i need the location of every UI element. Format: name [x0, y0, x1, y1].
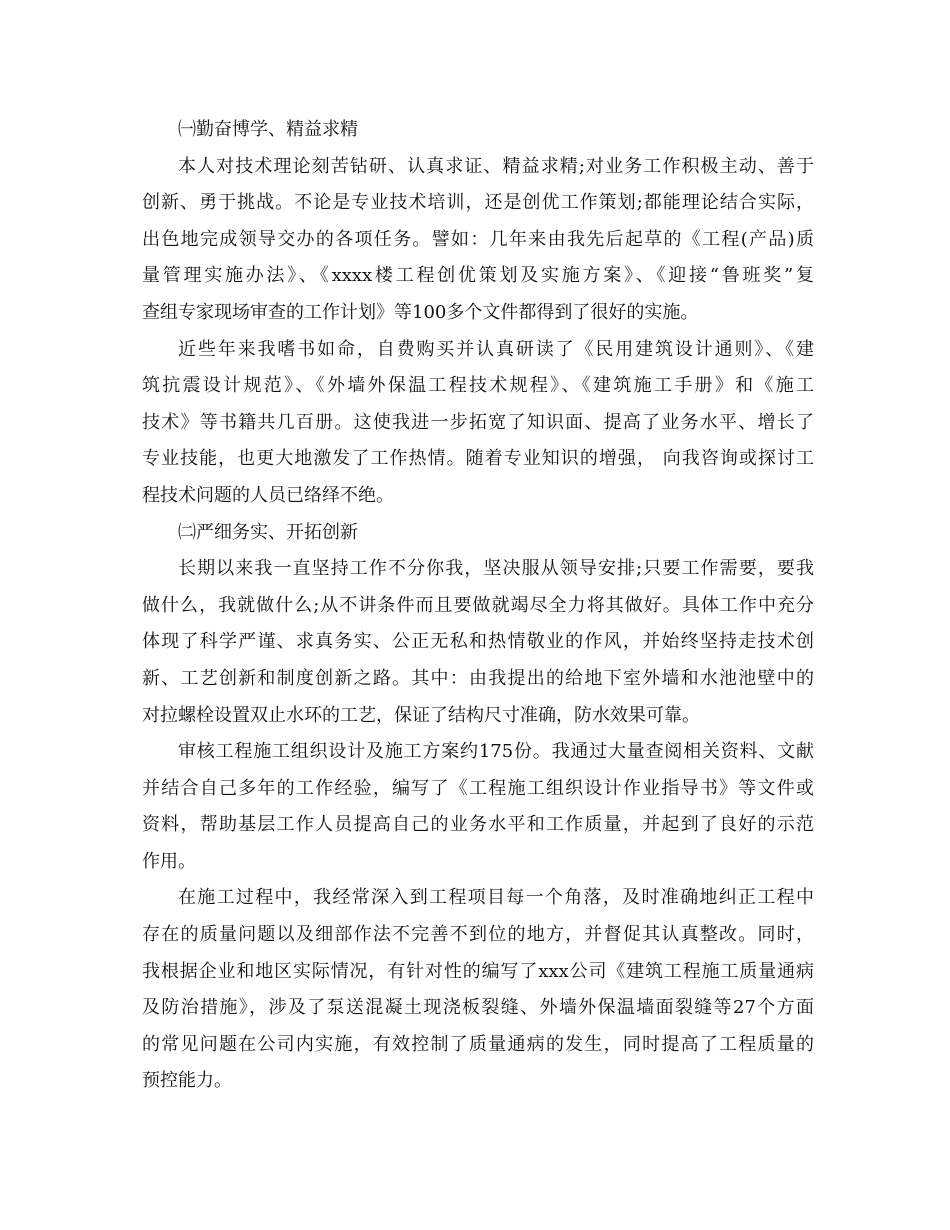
text-line: 查组专家现场审查的工作计划》等100多个文件都得到了很好的实施。	[142, 301, 699, 323]
paragraph-construction-review	[142, 734, 814, 880]
text-line: 作用。	[142, 850, 196, 872]
text-line: 程技术问题的人员已络绎不绝。	[142, 484, 394, 506]
text-line: 专业技能，也更大地激发了工作热情。随着专业知识的增强， 向我咨询或探讨工	[142, 448, 814, 470]
text-line: 的常见问题在公司内实施，有效控制了质量通病的发生，同时提高了工程质量的	[142, 1033, 814, 1055]
document-body	[142, 112, 814, 1100]
section-heading-2: ㈡严细务实、开拓创新	[178, 521, 358, 543]
text-line: 本人对技术理论刻苦钻研、认真求证、精益求精;对业务工作积极主动、善于	[178, 155, 814, 177]
paragraph-work-attitude	[142, 551, 814, 734]
text-line: 筑抗震设计规范》、《外墙外保温工程技术规程》、《建筑施工手册》和《施工	[142, 375, 814, 397]
text-line: 量管理实施办法》、《xxxx楼工程创优策划及实施方案》、《迎接“鲁班奖”复	[142, 265, 814, 287]
text-line: 审核工程施工组织设计及施工方案约175份。我通过大量查阅相关资料、文献	[178, 741, 814, 763]
text-line: 及防治措施》，涉及了泵送混凝土现浇板裂缝、外墙外保温墙面裂缝等27个方面	[142, 997, 814, 1019]
text-line: 预控能力。	[142, 1070, 232, 1092]
section-heading-1: ㈠勤奋博学、精益求精	[178, 119, 358, 140]
paragraph-quality-control	[142, 880, 814, 1100]
text-line: 长期以来我一直坚持工作不分你我，坚决服从领导安排;只要工作需要，要我	[178, 558, 814, 580]
text-line: 存在的质量问题以及细部作法不完善不到位的地方，并督促其认真整改。同时，	[142, 924, 814, 946]
text-line: 创新、勇于挑战。不论是专业技术培训，还是创优工作策划;都能理论结合实际，	[142, 192, 814, 214]
text-line: 我根据企业和地区实际情况，有针对性的编写了xxx公司《建筑工程施工质量通病	[142, 960, 814, 982]
text-line: 在施工过程中，我经常深入到工程项目每一个角落，及时准确地纠正工程中	[178, 887, 814, 909]
paragraph-technical-theory	[142, 149, 814, 332]
text-line: 技术》等书籍共几百册。这使我进一步拓宽了知识面、提高了业务水平、增长了	[142, 411, 814, 433]
text-line: 近些年来我嗜书如命，自费购买并认真研读了《民用建筑设计通则》、《建	[178, 338, 814, 360]
text-line: 新、工艺创新和制度创新之路。其中：由我提出的给地下室外墙和水池池壁中的	[142, 667, 814, 689]
text-line: 体现了科学严谨、求真务实、公正无私和热情敬业的作风，并始终坚持走技术创	[142, 631, 814, 653]
paragraph-reading-study	[142, 332, 814, 515]
text-line: 出色地完成领导交办的各项任务。譬如：几年来由我先后起草的《工程(产品)质	[142, 228, 814, 250]
text-line: 资料，帮助基层工作人员提高自己的业务水平和工作质量，并起到了良好的示范	[142, 814, 814, 836]
text-line: 并结合自己多年的工作经验，编写了《工程施工组织设计作业指导书》等文件或	[142, 777, 814, 799]
text-line: 对拉螺栓设置双止水环的工艺，保证了结构尺寸准确，防水效果可靠。	[142, 704, 700, 726]
text-line: 做什么，我就做什么;从不讲条件而且要做就竭尽全力将其做好。具体工作中充分	[142, 594, 814, 616]
